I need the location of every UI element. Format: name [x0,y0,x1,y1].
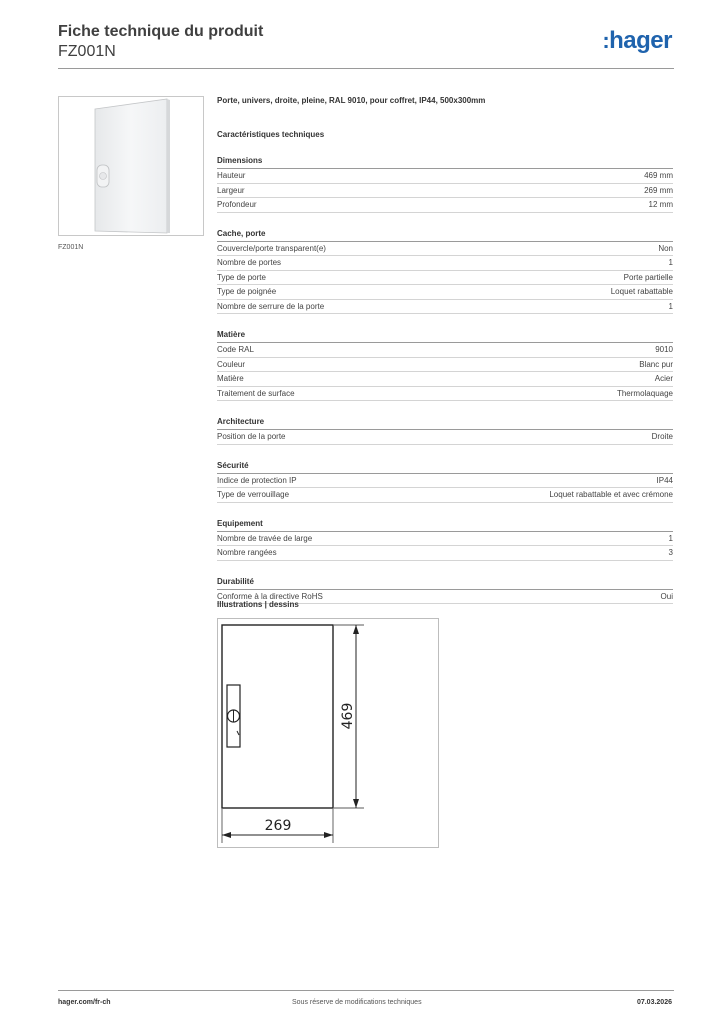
spec-value: Oui [660,591,673,601]
spec-row [217,532,673,547]
spec-value: 269 mm [644,185,673,195]
spec-value: Porte partielle [623,272,673,282]
spec-value: 3 [668,548,673,557]
specs-heading: Caractéristiques techniques [217,130,325,139]
header-divider [58,68,674,69]
spec-label: Nombre de serrure de la porte [217,301,325,311]
spec-label: Nombre de portes [217,258,282,267]
product-description: Porte, univers, droite, pleine, RAL 9010, pour coffret, IP44, 500x300mm [217,96,486,105]
spec-section [217,461,673,503]
spec-row [217,474,673,489]
spec-row [217,343,673,358]
spec-value: 12 mm [648,200,673,209]
spec-sections [217,156,673,604]
spec-row [217,271,673,286]
spec-row [217,488,673,503]
spec-value: 469 mm [644,171,673,180]
spec-row [217,430,673,445]
spec-label: Type de poignée [217,287,277,296]
spec-label: Couleur [217,359,246,369]
product-image-frame [58,96,204,236]
spec-label: Traitement de surface [217,388,295,398]
footer-notice: Sous réserve de modifications techniques [292,999,422,1006]
hager-logo[interactable]: :hager [602,27,672,54]
spec-row [217,358,673,373]
spec-label: Nombre de travée de large [217,533,313,543]
section-title: Equipement [217,519,673,532]
spec-label: Indice de protection IP [217,475,297,485]
spec-row [217,372,673,387]
spec-value: Non [658,243,673,253]
spec-label: Largeur [217,185,245,195]
spec-value: 9010 [655,345,673,354]
height-label: 469 [340,702,356,730]
technical-drawing [218,619,438,847]
width-label: 269 [264,818,292,834]
footer-website-link[interactable]: hager.com/fr-ch [58,999,111,1006]
spec-row [217,184,673,199]
section-title: Durabilité [217,577,673,590]
spec-label: Profondeur [217,200,257,209]
spec-value: Droite [651,432,673,441]
spec-label: Hauteur [217,171,246,180]
spec-row [217,169,673,184]
technical-drawing-frame [217,618,439,848]
spec-label: Nombre rangées [217,548,277,557]
spec-section [217,519,673,561]
page-title: Fiche technique du produit [58,23,264,40]
spec-value: IP44 [656,475,673,485]
spec-value: 1 [668,258,673,267]
spec-label: Code RAL [217,345,254,354]
spec-label: Conforme à la directive RoHS [217,591,323,601]
spec-section [217,229,673,315]
specifications [217,96,673,604]
spec-value: Blanc pur [639,359,673,369]
spec-label: Position de la porte [217,432,286,441]
product-code: FZ001N [58,43,116,60]
spec-label: Couvercle/porte transparent(e) [217,243,326,253]
spec-label: Matière [217,374,244,383]
spec-value: Loquet rabattable [610,287,673,296]
spec-row [217,300,673,315]
spec-value: Loquet rabattable et avec crémone [549,490,673,499]
illustrations-title: Illustrations | dessins [217,600,299,609]
spec-section [217,330,673,401]
spec-row [217,256,673,271]
spec-row [217,285,673,300]
spec-value: Thermolaquage [616,388,673,398]
spec-section [217,417,673,445]
spec-value: 1 [668,533,673,543]
section-title: Dimensions [217,156,673,169]
spec-section [217,156,673,213]
product-door-image [59,97,203,235]
spec-row [217,198,673,213]
section-title: Architecture [217,417,673,430]
spec-row [217,242,673,257]
page-header [58,22,674,61]
brand-name: hager [609,27,672,54]
footer-divider [58,990,674,991]
section-title: Matière [217,330,673,343]
spec-row [217,546,673,561]
spec-row [217,387,673,402]
product-caption: FZ001N [58,244,84,251]
section-title: Cache, porte [217,229,673,242]
spec-label: Type de verrouillage [217,490,290,499]
section-title: Sécurité [217,461,673,474]
footer-date: 07.03.2026 [636,999,672,1006]
spec-value: 1 [668,301,673,311]
spec-label: Type de porte [217,272,266,282]
spec-value: Acier [654,374,673,383]
